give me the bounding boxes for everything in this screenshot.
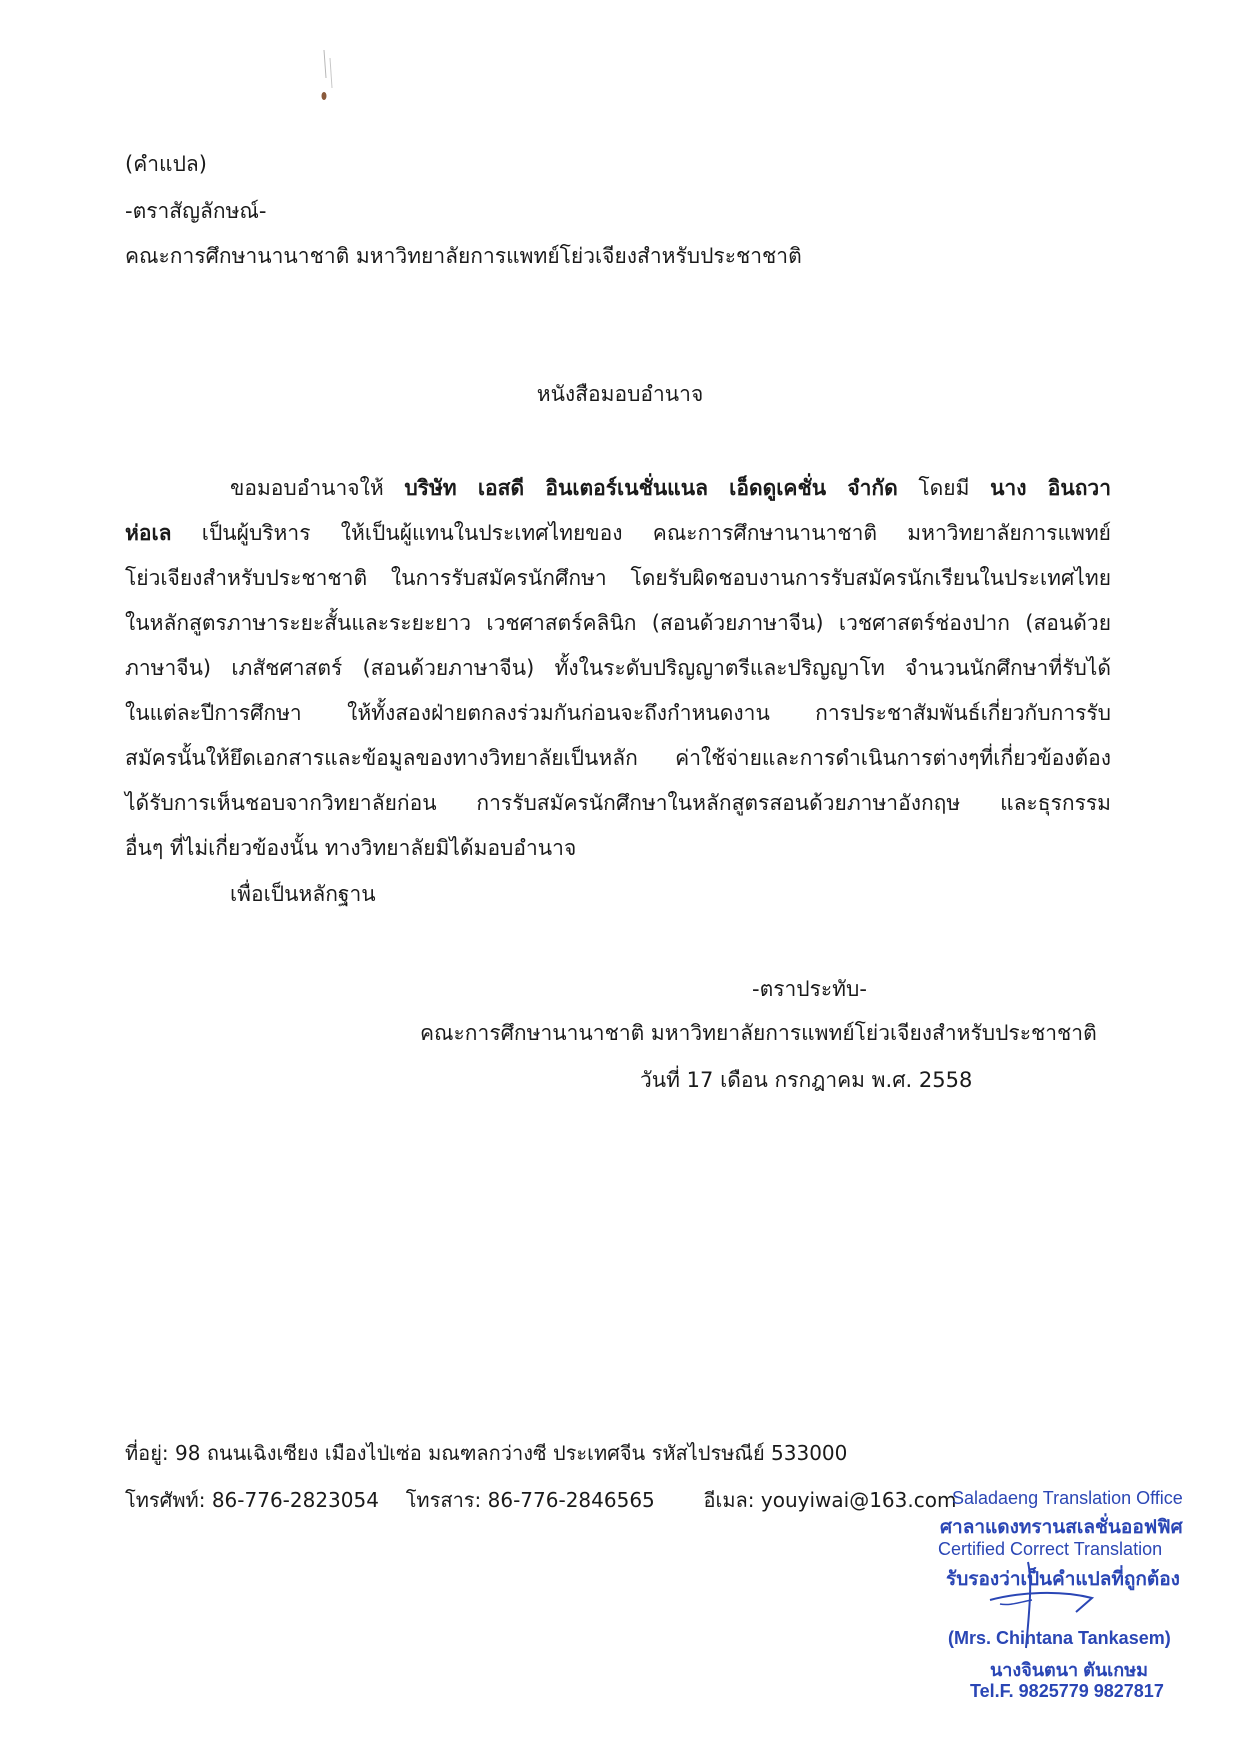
translation-note: (คำแปล) [125,152,207,176]
body-line-2-text [125,523,1111,544]
phone-number: 86-776-2823054 [211,1488,379,1512]
body-l2-rest: เป็นผู้บริหาร ให้เป็นผู้แทนในประเทศไทยของ คณะการศึกษานานาชาติ มหาวิทยาลัยการแพทย์ [171,521,1111,545]
fax-number: 86-776-2846565 [487,1488,655,1512]
scan-speck-mark [318,48,338,108]
body-line-1 [230,478,1111,499]
stamp-tel: Tel.F. 9825779 9827817 [970,1681,1164,1701]
email-label: อีเมล: [703,1488,755,1512]
sign-date: วันที่ 17 เดือน กรกฎาคม พ.ศ. 2558 [640,1068,973,1092]
body-line-6: ในแต่ละปีการศึกษา ให้ทั้งสองฝ่ายตกลงร่วมกันก่อนจะถึงกำหนดงาน การประชาสัมพันธ์เกี่ยวกับการรับ [125,701,1111,725]
email-address: youyiwai@163.com [760,1488,957,1512]
footer-contacts [125,1490,956,1510]
sign-institution: คณะการศึกษานานาชาติ มหาวิทยาลัยการแพทย์โย่วเจียงสำหรับประชาชาติ [420,1021,1097,1045]
stamp-translator-th: นางจินตนา ตันเกษม [990,1660,1148,1680]
stamp-office-th: ศาลาแดงทรานสเลชั่นออฟฟิศ [940,1517,1183,1538]
body-line-9: อื่นๆ ที่ไม่เกี่ยวข้องนั้น ทางวิทยาลัยมิได้มอบอำนาจ [125,836,577,860]
closing-line: เพื่อเป็นหลักฐาน [230,882,376,906]
person-name-first: นาง อินถวา [990,476,1111,500]
company-name: บริษัท เอสดี อินเตอร์เนชั่นแนล เอ็ดดูเคชั่น จำกัด [404,476,898,500]
document-title: หนังสือมอบอำนาจ [536,382,704,406]
footer-address: ที่อยู่: 98 ถนนเฉิงเซียง เมืองไป่เซ่อ มณฑลกว่างซี ประเทศจีน รหัสไปรษณีย์ 533000 [125,1441,848,1465]
phone-label: โทรศัพท์: [125,1488,206,1512]
body-line-7: สมัครนั้นให้ยึดเอกสารและข้อมูลของทางวิทยาลัยเป็นหลัก ค่าใช้จ่ายและการดำเนินการต่างๆที่เกี่ยวข้องต้อง [125,746,1111,770]
stamp-certified-en: Certified Correct Translation [938,1539,1163,1559]
body-l1-a: ขอมอบอำนาจให้ [230,476,405,500]
body-line-1-text [230,478,1111,499]
stamp-office-en: Saladaeng Translation Office [952,1488,1183,1508]
person-name-last: ห่อเล [125,521,172,545]
fax-label: โทรสาร: [405,1488,482,1512]
body-line-8: ได้รับการเห็นชอบจากวิทยาลัยก่อน การรับสมัครนักศึกษาในหลักสูตรสอนด้วยภาษาอังกฤษ และธุรกรรม [125,791,1111,815]
body-line-5: ภาษาจีน) เภสัชศาสตร์ (สอนด้วยภาษาจีน) ทั้งในระดับปริญญาตรีและปริญญาโท จำนวนนักศึกษาที่รับได้ [125,656,1111,680]
body-line-3: โย่วเจียงสำหรับประชาชาติ ในการรับสมัครนักศึกษา โดยรับผิดชอบงานการรับสมัครนักเรียนในประเทศไทย [125,566,1111,590]
emblem-note: -ตราสัญลักษณ์- [125,199,267,223]
seal-note: -ตราประทับ- [752,977,867,1001]
body-line-4: ในหลักสูตรภาษาระยะสั้นและระยะยาว เวชศาสตร์คลินิก (สอนด้วยภาษาจีน) เวชศาสตร์ช่องปาก (สอนด้วย [125,611,1111,635]
stamp-translator-en: (Mrs. Chintana Tankasem) [948,1628,1171,1648]
body-line-2 [125,523,1111,544]
header-institution: คณะการศึกษานานาชาติ มหาวิทยาลัยการแพทย์โย่วเจียงสำหรับประชาชาติ [125,244,802,268]
stamp-certified-th: รับรองว่าเป็นคำแปลที่ถูกต้อง [946,1569,1180,1590]
certification-stamp [940,1480,1230,1730]
body-l1-b: โดยมี [897,476,991,500]
